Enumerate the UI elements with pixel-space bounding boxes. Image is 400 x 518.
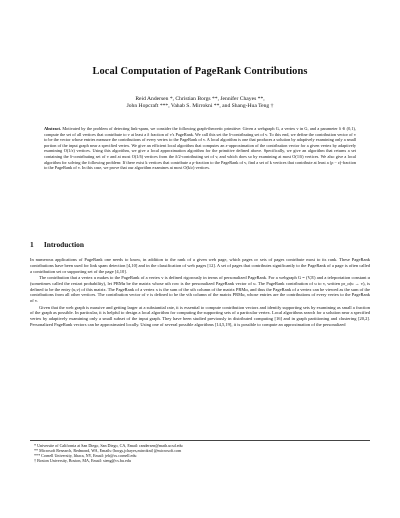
abstract-text: Motivated by the problem of detecting link-spam, we consider the following graph-theoretic primitive: Given a webgraph G, a vertex v in G, and a parameter δ ∈ (0,1), compute the set of all vertices that contribute to v at least a δ fraction of v's PageRank. We call this set the δ-contributing set of v. To this end, we define the contribution vector of v to be the vector whose entries measure the contributions of every vertex to the PageRank of v. A local algorithm is one that produces a solution by adaptively examining only a small portion of the input graph near a specified vertex. We give an efficient local algorithm that computes an ε-approximation of the contribution vector for a given vertex by adaptively examining O(1/ε) vertices. Using this algorithm, we give a local approximation algorithm for the primitive defined above. Specifically, we give an algorithm that returns a set containing the δ-contributing set of v and at most O(1/δ) vertices from the δ/2-contributing set of v, and which does so by examining at most O(1/δ) vertices. We also give a local algorithm for solving the following problem: If there exist k vertices that contribute a ρ-fraction to the PageRank of v, find a set of k vertices that contribute at least a (ρ − ε)-fraction to the PageRank of v. In this case, we prove that our algorithm examines at most O(k/ε) vertices. xyxy=(44,126,356,171)
authors-line-2: John Hopcraft ***, Vahab S. Mirrokni **, and Shang-Hua Teng † xyxy=(126,103,274,110)
paragraph-1: In numerous applications of PageRank one needs to know, in addition to the rank of a given web page, which pages or sets of pages contribute most to its rank. These PageRank contributions have been used for link spam detection [4,10] and in the classification of web pages [12]. A set of pages that contributes significantly to the PageRank of a page is often called a contribution set or supporting set of the page [4,10]. xyxy=(30,257,370,274)
authors-line-1: Reid Andersen *, Christian Borgs **, Jennifer Chayes **, xyxy=(135,96,265,102)
author-list xyxy=(30,96,370,111)
footnotes xyxy=(30,440,370,463)
section-number: 1 xyxy=(30,240,34,249)
abstract-label: Abstract. xyxy=(44,126,62,131)
paragraph-3: Given that the web graph is massive and getting larger at a substantial rate, it is essential to compute contribution vectors and identify supporting sets by examining as small a fraction of the graph as possible. In particular, it is helpful to design a local algorithm for computing the supporting sets of a particular vertex. Local algorithms search for a solution near a specified vertex by adaptively examining only a small subset of the input graph. They have been studied previously in distributed computing [16] and in graph partitioning and clustering [20,2]. Personalized PageRank vectors can be approximated locally. Using one of several possible algorithms [14,5,19], it is possible to compute an approximation of the personalized xyxy=(30,304,370,327)
footnote-3: *** Cornell University, Ithaca, NY, Email: jeh@cs.cornell.edu xyxy=(34,452,137,458)
footnote-2: ** Microsoft Research, Redmond, WA, Emails:{borgs,jchayes,mirrokni}@microsoft.com xyxy=(34,447,182,453)
footnote-1: * Universite of California at San Diego, San Diego, CA, Email: randersen@math.ucsd.edu xyxy=(34,442,183,448)
paragraph-2: The contribution that a vertex u makes to the PageRank of a vertex v is defined rigorously in terms of personalized PageRank. For a webgraph G = (V,E) and a teleportation constant α (sometimes called the restart probability), let PRMα be the matrix whose uth row is the personalized PageRank vector of u. The PageRank contribution of u to v, written pr_α(u → v), is defined to be the entry (u,v) of this matrix. The PageRank of a vertex x is the sum of the xth column of the matrix PRMα, and thus the PageRank of a vertex can be viewed as the sum of the contributions from all other vertices. The contribution vector of v is defined to be the vth column of the matrix PRMα, whose entries are the contributions of every vertex to the PageRank of v. xyxy=(30,275,370,304)
section-title: Introduction xyxy=(43,240,84,249)
paper-title: Local Computation of PageRank Contributions xyxy=(92,66,308,77)
footnote-4: † Boston University, Boston, MA, Email: steng@cs.bu.edu xyxy=(34,457,131,463)
section-heading xyxy=(30,240,84,249)
abstract xyxy=(44,126,356,171)
body-text xyxy=(30,257,370,328)
